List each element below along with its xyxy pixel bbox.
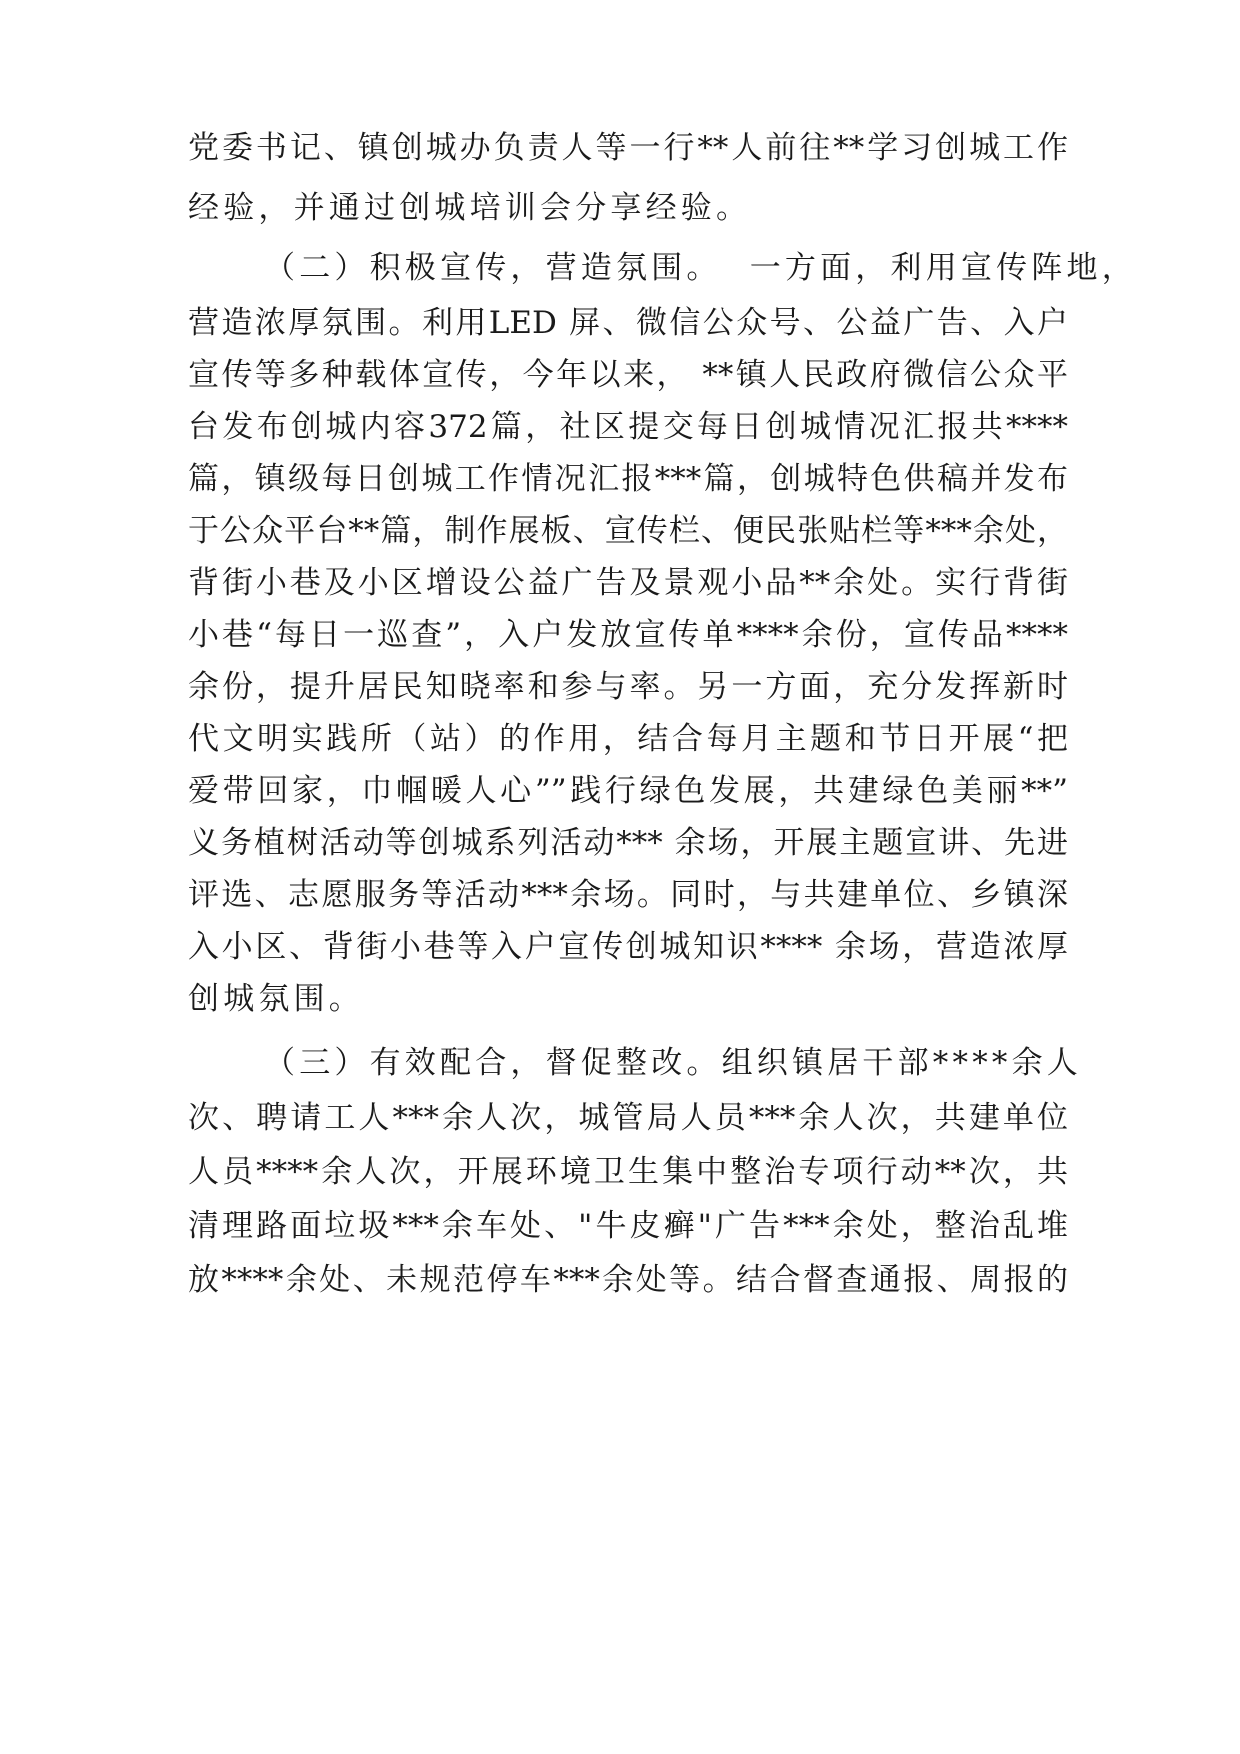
text-line-20: 人员****余人次，开展环境卫生集中整治专项行动**次，共 <box>188 1154 1068 1190</box>
text-line-21: 清理路面垃圾***余车处、"牛皮癣"广告***余处，整治乱堆 <box>188 1208 1068 1244</box>
text-line-5: 宣传等多种载体宣传，今年以来， **镇人民政府微信公众平 <box>188 357 1068 393</box>
text-line-1: 党委书记、镇创城办负责人等一行**人前往**学习创城工作 <box>188 130 1068 166</box>
text-line-6: 台发布创城内容372篇，社区提交每日创城情况汇报共**** <box>188 409 1068 445</box>
text-line-7: 篇，镇级每日创城工作情况汇报***篇，创城特色供稿并发布 <box>188 461 1068 497</box>
text-line-13: 爱带回家，巾帼暖人心””践行绿色发展，共建绿色美丽**” <box>188 773 1068 809</box>
text-line-10: 小巷“每日一巡查”，入户发放宣传单****余份，宣传品**** <box>188 617 1068 653</box>
text-line-15: 评选、志愿服务等活动***余场。同时，与共建单位、乡镇深 <box>188 877 1068 913</box>
text-line-11: 余份，提升居民知晓率和参与率。另一方面，充分发挥新时 <box>188 669 1068 705</box>
section-heading-2: （二）积极宣传，营造氛围。 一方面，利用宣传阵地， <box>264 250 1137 286</box>
text-line-2: 经验，并通过创城培训会分享经验。 <box>188 190 752 226</box>
section-heading-3: （三）有效配合，督促整改。组织镇居干部****余人 <box>264 1045 1082 1081</box>
text-line-12: 代文明实践所（站）的作用，结合每月主题和节日开展“把 <box>188 721 1068 757</box>
text-line-16: 入小区、背街小巷等入户宣传创城知识**** 余场，营造浓厚 <box>188 929 1068 965</box>
text-line-22: 放****余处、未规范停车***余处等。结合督查通报、周报的 <box>188 1262 1068 1298</box>
text-line-8: 于公众平台**篇，制作展板、宣传栏、便民张贴栏等***余处， <box>188 513 1068 549</box>
text-line-14: 义务植树活动等创城系列活动*** 余场，开展主题宣讲、先进 <box>188 825 1068 861</box>
text-line-19: 次、聘请工人***余人次，城管局人员***余人次，共建单位 <box>188 1100 1068 1136</box>
text-line-9: 背街小巷及小区增设公益广告及景观小品**余处。实行背街 <box>188 565 1068 601</box>
text-line-17: 创城氛围。 <box>188 981 364 1017</box>
text-line-4: 营造浓厚氛围。利用LED 屏、微信公众号、公益广告、入户 <box>188 305 1068 341</box>
